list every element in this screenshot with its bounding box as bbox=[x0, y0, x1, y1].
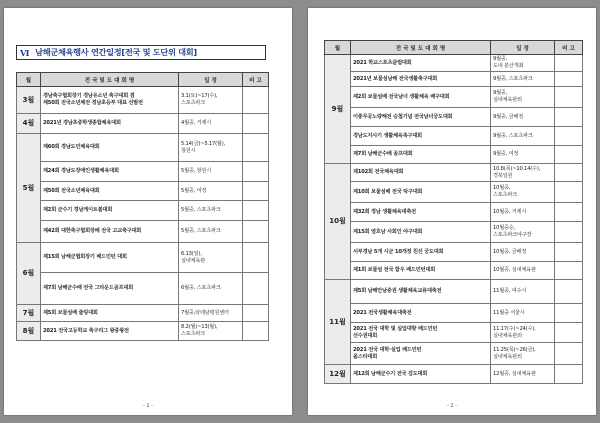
schedule-cell bbox=[491, 365, 555, 384]
text-line: 2021 전국 대학·실업 배드민턴 bbox=[353, 346, 422, 353]
note-cell bbox=[555, 108, 583, 127]
text-line: 2021 전국고등학교 축구리그 왕중왕전 bbox=[43, 327, 129, 334]
table-row bbox=[325, 304, 583, 323]
schedule-cell bbox=[179, 243, 243, 273]
text-line: 제2회 군수기 경남게이트볼대회 bbox=[43, 207, 113, 214]
note-cell bbox=[555, 280, 583, 304]
schedule-cell bbox=[179, 182, 243, 201]
event-name-cell bbox=[351, 323, 491, 343]
text-line: 10월중, 거제시 bbox=[493, 208, 527, 215]
schedule-cell bbox=[179, 322, 243, 341]
schedule-cell bbox=[491, 87, 555, 108]
note-cell bbox=[555, 55, 583, 72]
column-header: 월 bbox=[325, 41, 351, 55]
note-cell bbox=[555, 365, 583, 384]
note-cell bbox=[243, 87, 269, 114]
schedule-cell bbox=[491, 262, 555, 280]
schedule-cell bbox=[179, 114, 243, 134]
table-row bbox=[17, 305, 269, 322]
text-line: 9월중, bbox=[493, 56, 508, 63]
text-line: 제7회 남해군수배 골프대회 bbox=[353, 151, 413, 158]
schedule-cell bbox=[491, 343, 555, 365]
text-line: 10월중, bbox=[493, 185, 511, 192]
schedule-cell bbox=[491, 203, 555, 222]
text-line: 스포츠파크 bbox=[493, 192, 518, 198]
note-cell bbox=[555, 304, 583, 323]
schedule-cell bbox=[491, 127, 555, 146]
page-number: - 1 - bbox=[143, 403, 153, 409]
table-row bbox=[325, 55, 583, 72]
section-numeral: Ⅵ bbox=[20, 47, 30, 58]
text-line: 2021년 경남초중학생종합체육대회 bbox=[43, 120, 121, 127]
month-cell: 8월 bbox=[17, 322, 41, 341]
note-cell bbox=[243, 305, 269, 322]
text-line: 실내체육관 bbox=[181, 257, 206, 264]
text-line: 2021 전국생활체육대축전 bbox=[353, 309, 412, 316]
table-header-row bbox=[325, 41, 583, 55]
note-cell bbox=[555, 146, 583, 164]
table-row bbox=[325, 323, 583, 343]
text-line: 8.2(월)~13(월), bbox=[181, 324, 218, 331]
event-name-cell bbox=[41, 201, 179, 221]
table-row bbox=[17, 162, 269, 182]
text-line: 제1회 보물섬 전국 함우 배드민턴대회 bbox=[353, 267, 436, 274]
text-line: 스포츠파크 bbox=[181, 100, 206, 106]
event-name-cell bbox=[41, 87, 179, 114]
schedule-cell bbox=[491, 222, 555, 243]
schedule-cell bbox=[491, 243, 555, 262]
schedule-cell bbox=[179, 273, 243, 305]
text-line: 9월중, 금배정 bbox=[493, 113, 524, 120]
text-line: 도내 분산개최 bbox=[493, 63, 524, 69]
text-line: 경남도지사기 생활체육족구대회 bbox=[353, 132, 422, 139]
event-name-cell bbox=[41, 182, 179, 201]
table-row bbox=[17, 114, 269, 134]
column-header: 전 국 및 도 대 회 명 bbox=[351, 41, 491, 55]
text-line: 이충무공노량해전 승첩기념 전국남녀궁도대회 bbox=[353, 113, 453, 120]
text-line: 10월중, 실내체육관 bbox=[493, 267, 536, 274]
text-line: 6.13(일), bbox=[181, 250, 202, 257]
note-cell bbox=[555, 87, 583, 108]
event-name-cell bbox=[351, 164, 491, 182]
schedule-cell bbox=[491, 323, 555, 343]
schedule-cell bbox=[179, 162, 243, 182]
text-line: 제50회 전국소년체전 경남초등부 대표 선발전 bbox=[43, 100, 143, 106]
note-cell bbox=[243, 162, 269, 182]
note-cell bbox=[555, 182, 583, 203]
page-2 bbox=[308, 8, 596, 415]
table-row bbox=[17, 243, 269, 273]
table-row bbox=[17, 134, 269, 162]
text-line: 5월중, 스포츠파크 bbox=[181, 228, 221, 235]
schedule-cell bbox=[491, 108, 555, 127]
table-row bbox=[325, 146, 583, 164]
text-line: 12월중, 실내체육관 bbox=[493, 370, 536, 377]
table-row bbox=[325, 72, 583, 87]
text-line: 제12회 남해군수기 전국 검도대회 bbox=[353, 370, 428, 377]
schedule-cell bbox=[491, 146, 555, 164]
event-name-cell bbox=[41, 305, 179, 322]
text-line: 10.8(목)~10.14(수), bbox=[493, 165, 541, 172]
event-name-cell bbox=[351, 280, 491, 304]
text-line: 제42회 대한축구협회장배 전국 고교축구대회 bbox=[43, 228, 142, 235]
text-line: 제102회 전국체육대회 bbox=[353, 169, 404, 176]
text-line: 제10회 보물섬배 전국 탁구대회 bbox=[353, 188, 423, 195]
text-line: 6월중, 스포츠파크 bbox=[181, 285, 221, 292]
text-line: 5월중, 창원시 bbox=[181, 168, 212, 175]
text-line: 11월중, 여수시 bbox=[493, 288, 527, 295]
text-line: 제50회 전국소년체육대회 bbox=[43, 187, 100, 194]
text-line: 제15회 남해군협회장기 배드민턴 대회 bbox=[43, 254, 127, 261]
schedule-table-2 bbox=[324, 40, 583, 384]
text-line: 9월중, bbox=[493, 90, 508, 97]
event-name-cell bbox=[351, 182, 491, 203]
month-cell: 5월 bbox=[17, 134, 41, 243]
event-name-cell bbox=[41, 114, 179, 134]
text-line: 창원시 bbox=[181, 147, 196, 154]
schedule-table-1 bbox=[16, 72, 269, 341]
table-row bbox=[325, 262, 583, 280]
text-line: 제60회 경남도민체육대회 bbox=[43, 144, 100, 151]
table-row bbox=[17, 182, 269, 201]
text-line: 제15회 염호남 사회인 야구대회 bbox=[353, 228, 423, 235]
event-name-cell bbox=[351, 222, 491, 243]
schedule-cell bbox=[179, 201, 243, 221]
text-line: 제5회 보물섬배 줄링대회 bbox=[43, 309, 98, 316]
text-line: 2021년 보물섬남해 전국생활축구대회 bbox=[353, 75, 438, 82]
schedule-cell bbox=[179, 221, 243, 243]
column-header: 비 고 bbox=[555, 41, 583, 55]
table-row bbox=[17, 221, 269, 243]
month-cell: 12월 bbox=[325, 365, 351, 384]
text-line: 2021 전국 대학 및 실업대항 배드민턴 bbox=[353, 325, 438, 332]
text-line: 5월중, 스포츠파크 bbox=[181, 207, 221, 214]
table-row bbox=[17, 201, 269, 221]
table-row bbox=[325, 280, 583, 304]
table-row bbox=[17, 273, 269, 305]
text-line: 5.14(금)~5.17(월), bbox=[181, 140, 226, 147]
text-line: 9월중, 여정 bbox=[493, 151, 519, 158]
page-1 bbox=[4, 8, 292, 415]
column-header: 전 국 및 도 대 회 명 bbox=[41, 73, 179, 87]
note-cell bbox=[555, 262, 583, 280]
text-line: 11월중 서울시 bbox=[493, 309, 525, 316]
table-row bbox=[325, 243, 583, 262]
schedule-cell bbox=[179, 87, 243, 114]
note-cell bbox=[555, 164, 583, 182]
page-number: - 2 - bbox=[447, 403, 457, 409]
text-line: 실내체육관외 bbox=[493, 332, 522, 339]
table-row bbox=[325, 164, 583, 182]
note-cell bbox=[555, 243, 583, 262]
text-line: 올스타대회 bbox=[353, 353, 378, 360]
event-name-cell bbox=[351, 146, 491, 164]
schedule-cell bbox=[179, 305, 243, 322]
schedule-cell bbox=[491, 182, 555, 203]
text-line: 3.1(토)~17(수), bbox=[181, 93, 218, 100]
column-header: 비 고 bbox=[243, 73, 269, 87]
note-cell bbox=[243, 114, 269, 134]
column-header: 일 정 bbox=[179, 73, 243, 87]
note-cell bbox=[243, 221, 269, 243]
event-name-cell bbox=[351, 365, 491, 384]
text-line: 10월중, 금배정 bbox=[493, 248, 527, 255]
table-row bbox=[325, 203, 583, 222]
text-line: 제5회 남해안남중권 생활체육교류대축전 bbox=[353, 288, 442, 295]
event-name-cell bbox=[41, 243, 179, 273]
text-line: 실내체육관외 bbox=[493, 97, 522, 103]
note-cell bbox=[555, 203, 583, 222]
schedule-cell bbox=[491, 72, 555, 87]
text-line: 경남축구협회장기 경남유소년 축구대회 겸 bbox=[43, 93, 135, 100]
text-line: 제24회 경남도장애인생활체육대회 bbox=[43, 168, 119, 175]
note-cell bbox=[243, 182, 269, 201]
table-row bbox=[325, 222, 583, 243]
text-line: 선수권대회 bbox=[353, 332, 378, 339]
note-cell bbox=[555, 343, 583, 365]
event-name-cell bbox=[351, 304, 491, 323]
event-name-cell bbox=[351, 87, 491, 108]
schedule-cell bbox=[179, 134, 243, 162]
event-name-cell bbox=[41, 322, 179, 341]
event-name-cell bbox=[351, 55, 491, 72]
event-name-cell bbox=[351, 108, 491, 127]
note-cell bbox=[555, 323, 583, 343]
text-line: 2021 학교스포츠클럽대회 bbox=[353, 59, 412, 66]
schedule-cell bbox=[491, 164, 555, 182]
table-row bbox=[325, 108, 583, 127]
text-line: 9월중, 스포츠파크 bbox=[493, 75, 533, 82]
text-line: 9월중, 스포츠파크 bbox=[493, 132, 533, 139]
column-header: 월 bbox=[17, 73, 41, 87]
month-cell: 7월 bbox=[17, 305, 41, 322]
text-line: 4월중, 거제시 bbox=[181, 120, 212, 127]
note-cell bbox=[555, 127, 583, 146]
table-row bbox=[17, 87, 269, 114]
event-name-cell bbox=[351, 262, 491, 280]
event-name-cell bbox=[351, 72, 491, 87]
text-line: 서부경남 5개 시군 10개정 친선 궁도대회 bbox=[353, 248, 444, 255]
schedule-cell bbox=[491, 55, 555, 72]
text-line: 경북일원 bbox=[493, 172, 513, 179]
text-line: 11.17(수)~24(수), bbox=[493, 325, 536, 332]
text-line: 5월중, 여정 bbox=[181, 187, 207, 194]
month-cell: 3월 bbox=[17, 87, 41, 114]
event-name-cell bbox=[41, 162, 179, 182]
event-name-cell bbox=[41, 134, 179, 162]
event-name-cell bbox=[351, 127, 491, 146]
section-title bbox=[16, 45, 266, 60]
text-line: 10월중순, bbox=[493, 225, 516, 232]
month-cell: 10월 bbox=[325, 164, 351, 280]
column-header: 일 정 bbox=[491, 41, 555, 55]
month-cell: 11월 bbox=[325, 280, 351, 365]
note-cell bbox=[555, 72, 583, 87]
text-line: 11.25(목)~26(금), bbox=[493, 346, 536, 353]
section-title-text: 남해군체육행사 연간일정[전국 및 도단위 대회] bbox=[35, 47, 197, 57]
event-name-cell bbox=[351, 343, 491, 365]
text-line: 실내체육관외 bbox=[493, 353, 522, 360]
event-name-cell bbox=[351, 203, 491, 222]
event-name-cell bbox=[351, 243, 491, 262]
note-cell bbox=[243, 134, 269, 162]
table-row bbox=[325, 343, 583, 365]
month-cell: 9월 bbox=[325, 55, 351, 164]
text-line: 제2회 보물섬배 전국남녀 생활체육 배구대회 bbox=[353, 93, 450, 100]
text-line: 스포츠파크 bbox=[181, 331, 206, 337]
note-cell bbox=[243, 322, 269, 341]
table-header-row bbox=[17, 73, 269, 87]
schedule-cell bbox=[491, 304, 555, 323]
table-row bbox=[325, 87, 583, 108]
table-row bbox=[325, 365, 583, 384]
event-name-cell bbox=[41, 221, 179, 243]
text-line: 제7회 남해군수배 전국 그라운드골프대회 bbox=[43, 285, 134, 292]
month-cell: 4월 bbox=[17, 114, 41, 134]
month-cell: 6월 bbox=[17, 243, 41, 305]
note-cell bbox=[243, 243, 269, 273]
text-line: 7월중,타데남평원센터 bbox=[181, 309, 229, 316]
event-name-cell bbox=[41, 273, 179, 305]
note-cell bbox=[555, 222, 583, 243]
text-line: 제32회 경남 생활체육대축전 bbox=[353, 208, 416, 215]
text-line: 스포츠파크야구장 bbox=[493, 232, 532, 238]
table-row bbox=[325, 182, 583, 203]
table-row bbox=[325, 127, 583, 146]
schedule-cell bbox=[491, 280, 555, 304]
note-cell bbox=[243, 273, 269, 305]
note-cell bbox=[243, 201, 269, 221]
table-row bbox=[17, 322, 269, 341]
